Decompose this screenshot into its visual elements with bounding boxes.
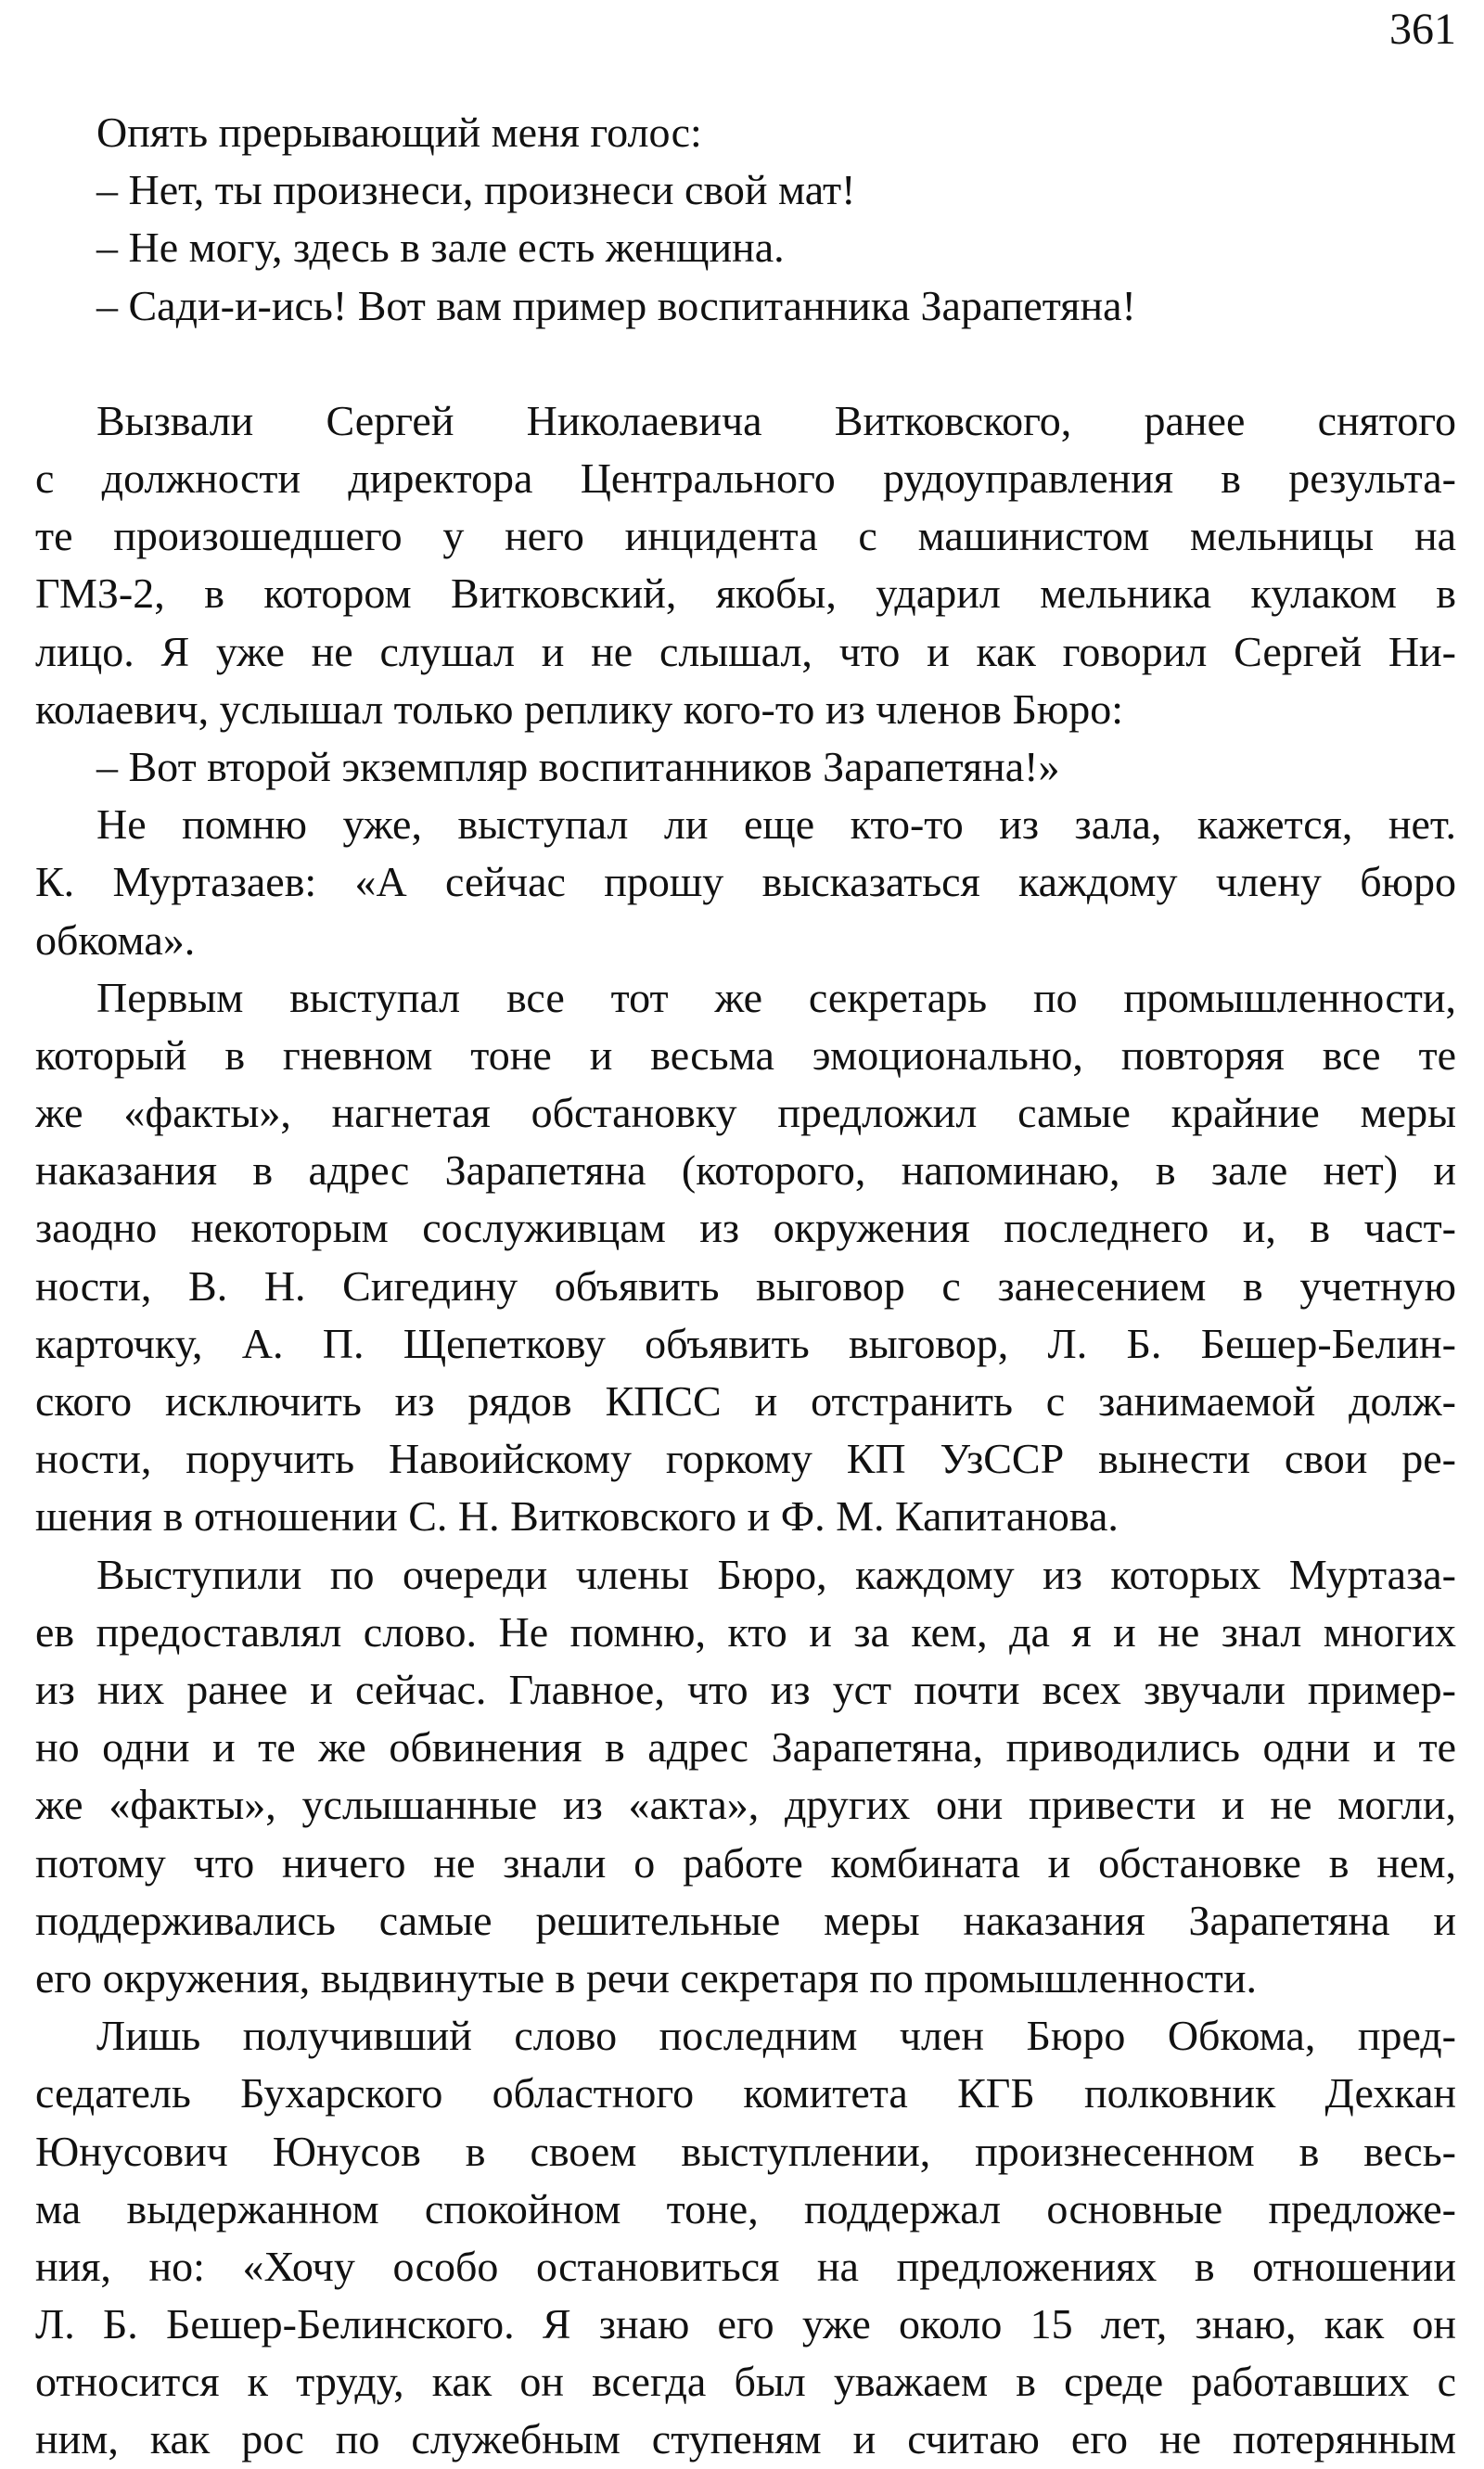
text-line: но одни и те же обвинения в адрес Зарапетяна, приводились одни и те xyxy=(35,1723,1456,1772)
text-line: колаевич, услышал только реплику кого-то из членов Бюро: xyxy=(35,684,1124,733)
text-line: заодно некоторым сослуживцам из окружения последнего и, в част- xyxy=(35,1204,1456,1252)
text-line: Вызвали Сергей Николаевича Витковского, ранее снятого xyxy=(96,396,1456,444)
text-line: – Сади-и-ись! Вот вам пример воспитанника Зарапетяна! xyxy=(96,281,1136,329)
text-line: обкома». xyxy=(35,915,196,964)
text-line: ности, поручить Навоийскому горкому КП УзССР вынести свои ре- xyxy=(35,1435,1456,1483)
text-line: из них ранее и сейчас. Главное, что из уст почти всех звучали пример- xyxy=(35,1666,1456,1713)
text-line: потому что ничего не знали о работе комбината и обстановке в нем, xyxy=(35,1838,1456,1887)
text-line: ев предоставлял слово. Не помню, кто и за кем, да я и не знал многих xyxy=(35,1607,1456,1656)
text-line: ния, но: «Хочу особо остановиться на предложениях в отношении xyxy=(35,2242,1456,2290)
text-line: наказания в адрес Зарапетяна (которого, напоминаю, в зале нет) и xyxy=(35,1146,1456,1195)
text-line: поддерживались самые решительные меры наказания Зарапетяна и xyxy=(35,1896,1456,1944)
page-text xyxy=(35,104,1456,2469)
text-line: Первым выступал все тот же секретарь по промышленности, xyxy=(96,973,1456,1021)
text-line: его окружения, выдвинутые в речи секретаря по промышленности. xyxy=(35,1953,1257,2002)
text-line: ма выдержанном спокойном тоне, поддержал основные предложе- xyxy=(35,2184,1456,2232)
text-line: ГМЗ-2, в котором Витковский, якобы, ударил мельника кулаком в xyxy=(35,569,1456,618)
text-line: же «факты», услышанные из «акта», других они привести и не могли, xyxy=(35,1781,1456,1829)
text-line: – Нет, ты произнеси, произнеси свой мат! xyxy=(96,166,856,214)
text-line: ности, В. Н. Сигедину объявить выговор с занесением в учетную xyxy=(35,1261,1456,1310)
text-line: Юнусович Юнусов в своем выступлении, произнесенном в весь- xyxy=(35,2127,1456,2175)
text-line: Не помню уже, выступал ли еще кто-то из зала, кажется, нет. xyxy=(96,800,1456,849)
text-line: К. Муртазаев: «А сейчас прошу высказаться каждому члену бюро xyxy=(35,858,1456,906)
page-number: 361 xyxy=(1389,5,1456,54)
text-line: ского исключить из рядов КПСС и отстранить с занимаемой долж- xyxy=(35,1377,1456,1426)
text-line: с должности директора Центрального рудоуправления в результа- xyxy=(35,454,1456,502)
text-line: те произошедшего у него инцидента с машинистом мельницы на xyxy=(35,512,1456,560)
text-line: ним, как рос по служебным ступеням и считаю его не потерянным xyxy=(35,2415,1456,2463)
text-line: Л. Б. Бешер-Белинского. Я знаю его уже около 15 лет, знаю, как он xyxy=(35,2300,1456,2348)
text-line: лицо. Я уже не слушал и не слышал, что и как говорил Сергей Ни- xyxy=(35,627,1456,675)
text-line: относится к труду, как он всегда был уважаем в среде работавших с xyxy=(35,2358,1456,2406)
section-gap xyxy=(35,335,1456,392)
text-line: – Вот второй экземпляр воспитанников Зарапетяна!» xyxy=(96,742,1060,790)
text-line: карточку, А. П. Щепеткову объявить выговор, Л. Б. Бешер-Белин- xyxy=(35,1319,1456,1367)
text-line: же «факты», нагнетая обстановку предложил самые крайние меры xyxy=(35,1089,1456,1137)
text-line: шения в отношении С. Н. Витковского и Ф. М. Капитанова. xyxy=(35,1492,1119,1541)
text-line: который в гневном тоне и весьма эмоционально, повторяя все те xyxy=(35,1030,1456,1079)
text-line: – Не могу, здесь в зале есть женщина. xyxy=(96,224,785,272)
text-line: Опять прерывающий меня голос: xyxy=(96,109,702,156)
text-line: седатель Бухарского областного комитета КГБ полковник Дехкан xyxy=(35,2069,1456,2117)
text-line: Лишь получивший слово последним член Бюро Обкома, пред- xyxy=(96,2012,1456,2060)
text-line: Выступили по очереди члены Бюро, каждому из которых Муртаза- xyxy=(96,1550,1456,1598)
